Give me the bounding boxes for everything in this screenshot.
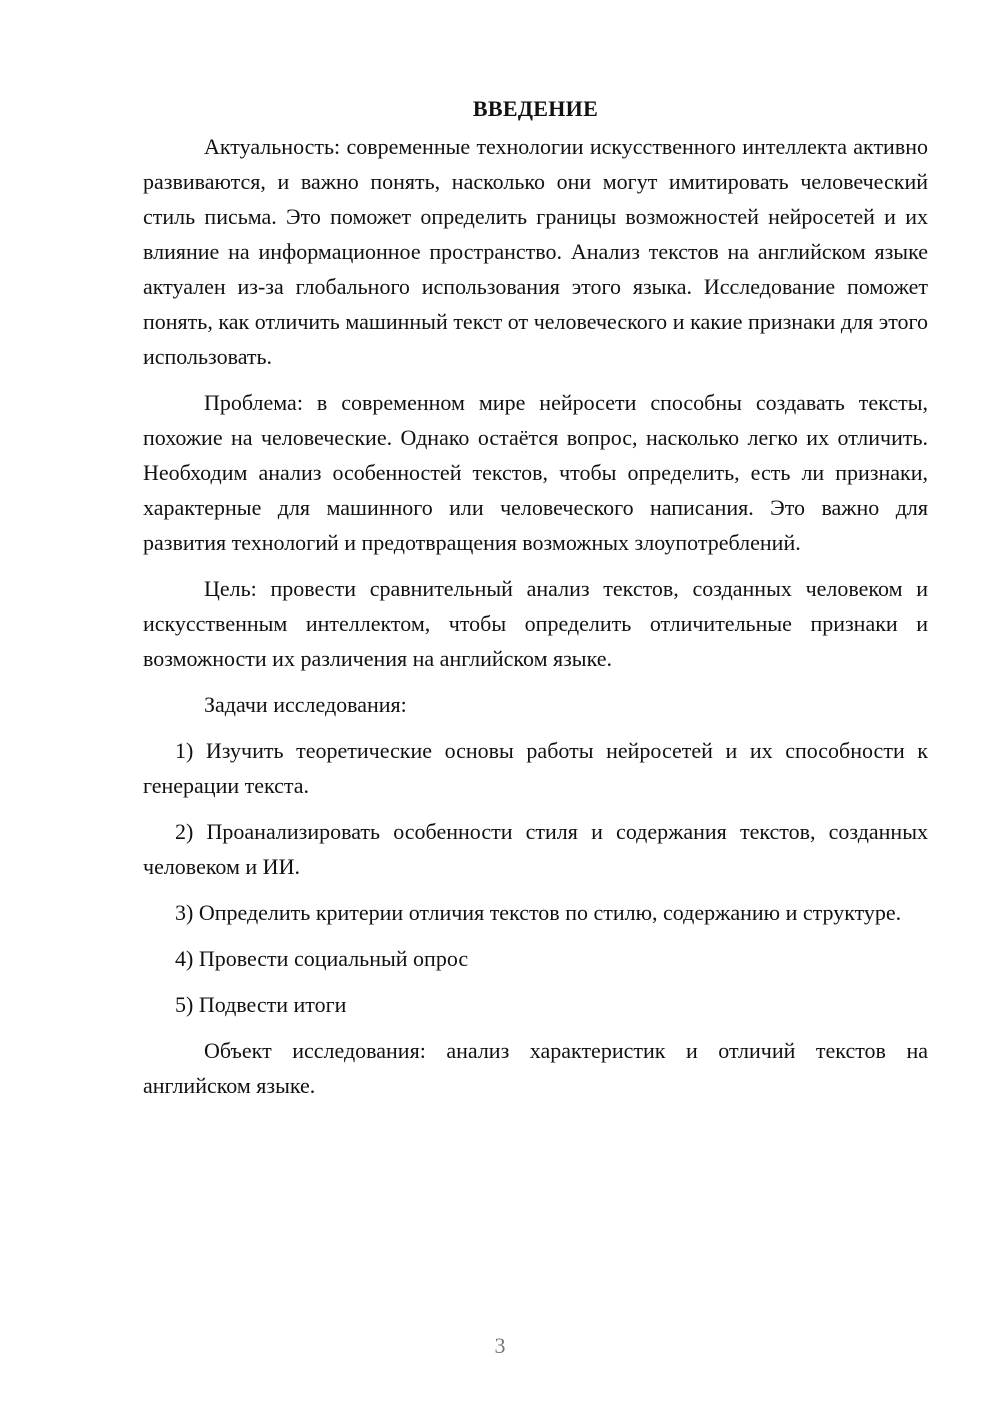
task-item-4: 4) Провести социальный опрос bbox=[175, 946, 469, 971]
paragraph-problem: Проблема: в современном мире нейросети способны создавать тексты, похожие на человеческие. Однако остаётся вопрос, насколько легко их отличить. Необходим анализ особенностей текстов, чтобы определить, есть ли признаки, характерные для машинного или человеческого написания. Это важно для развития технологий и предотвращения возможных злоупотреблений. bbox=[143, 390, 928, 555]
paragraph-goal: Цель: провести сравнительный анализ текстов, созданных человеком и искусственным интеллектом, чтобы определить отличительные признаки и возможности их различения на английском языке. bbox=[143, 576, 928, 671]
task-item-2: 2) Проанализировать особенности стиля и содержания текстов, созданных человеком и ИИ. bbox=[143, 819, 928, 879]
tasks-list bbox=[143, 733, 928, 1022]
task-item-1: 1) Изучить теоретические основы работы нейросетей и их способности к генерации текста. bbox=[143, 738, 928, 798]
paragraph-relevance: Актуальность: современные технологии искусственного интеллекта активно развиваются, и важно понять, насколько они могут имитировать человеческий стиль письма. Это поможет определить границы возможностей нейросетей и их влияние на информационное пространство. Анализ текстов на английском языке актуален из-за глобального использования этого языка. Исследование поможет понять, как отличить машинный текст от человеческого и какие признаки для этого использовать. bbox=[143, 134, 928, 369]
task-item-3: 3) Определить критерии отличия текстов по стилю, содержанию и структуре. bbox=[175, 900, 902, 925]
task-item-5: 5) Подвести итоги bbox=[175, 992, 347, 1017]
paragraph-object: Объект исследования: анализ характеристик и отличий текстов на английском языке. bbox=[143, 1038, 928, 1098]
tasks-heading: Задачи исследования: bbox=[204, 692, 407, 717]
page-number: 3 bbox=[494, 1333, 506, 1358]
section-title: ВВЕДЕНИЕ bbox=[472, 96, 599, 121]
page-content bbox=[143, 94, 928, 1114]
